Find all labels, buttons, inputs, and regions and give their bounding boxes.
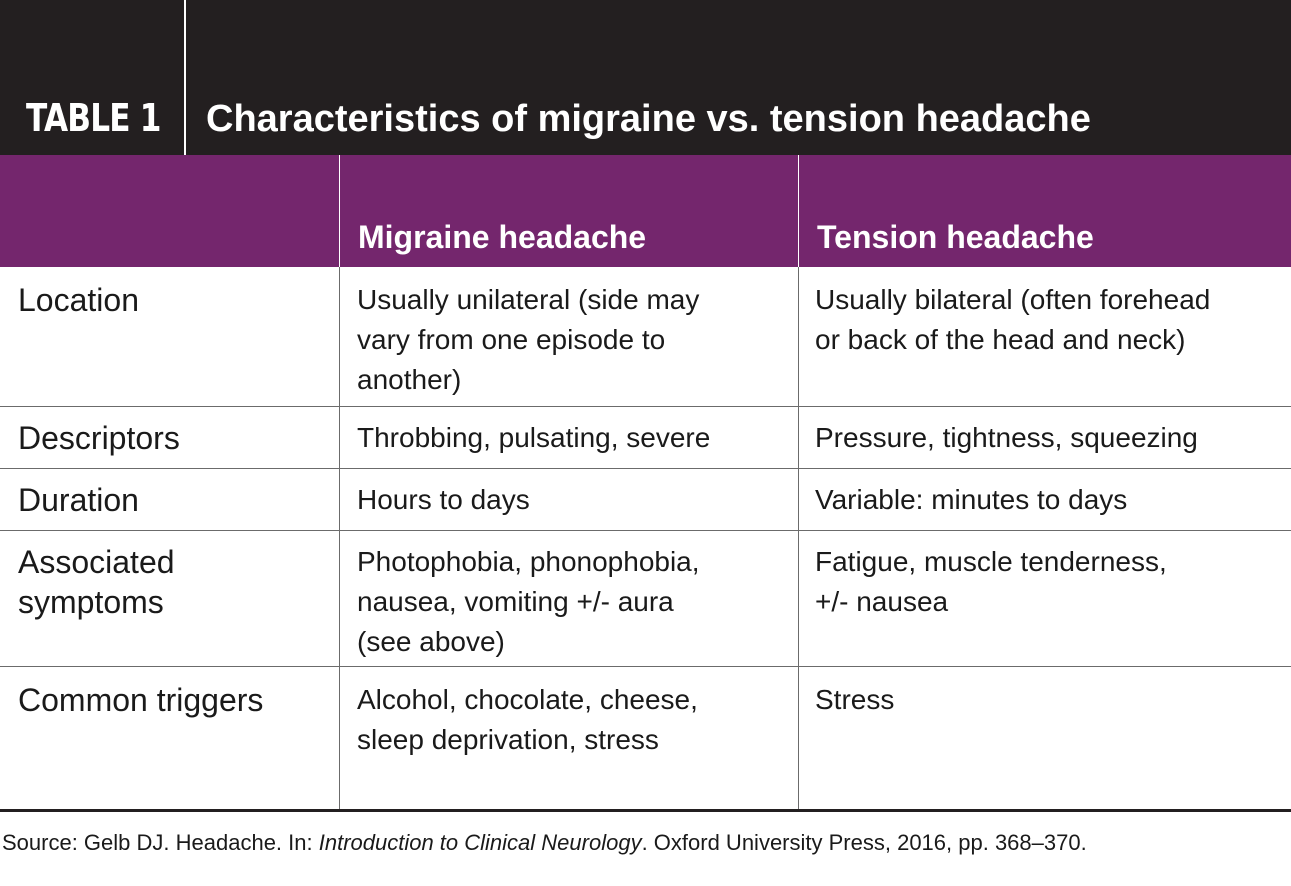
cell-line: or back of the head and neck): [815, 324, 1186, 355]
cell-line: Fatigue, muscle tenderness,: [815, 546, 1167, 577]
header-label-tension: Tension headache: [817, 219, 1094, 255]
cell-descriptors-tension: [815, 418, 1198, 458]
cell-line: +/- nausea: [815, 586, 949, 617]
cell-line: sleep deprivation, stress: [357, 724, 659, 755]
row-label-location: Location: [18, 282, 139, 318]
source-book-title: Introduction to Clinical Neurology: [318, 830, 642, 855]
table-number-label: [0, 0, 186, 155]
cell-line: Stress: [815, 684, 895, 715]
cell-line: Variable: minutes to days: [815, 484, 1128, 515]
cell-triggers-migraine: [357, 680, 698, 760]
cell-line: Usually bilateral (often forehead: [815, 284, 1211, 315]
table-number-text: TABLE 1: [26, 96, 161, 140]
header-label-migraine: Migraine headache: [358, 219, 647, 255]
source-prefix: Source: Gelb DJ. Headache. In:: [2, 830, 319, 855]
source-citation: [2, 828, 1282, 858]
table-header-row: [0, 155, 1291, 267]
cell-location-migraine: [357, 280, 699, 400]
cell-symptoms-tension: [815, 542, 1167, 622]
row-label-common-triggers: Common triggers: [18, 682, 264, 718]
cell-line: Hours to days: [357, 484, 530, 515]
cell-location-tension: [815, 280, 1210, 360]
row-divider: [0, 406, 1291, 407]
header-cell-tension: [798, 155, 1291, 267]
column-divider: [339, 267, 340, 810]
row-label-descriptors: Descriptors: [18, 420, 180, 456]
cell-duration-migraine: [357, 480, 530, 520]
table-title: Characteristics of migraine vs. tension headache: [206, 98, 1091, 140]
cell-descriptors-migraine: [357, 418, 710, 458]
row-divider: [0, 530, 1291, 531]
cell-line: Throbbing, pulsating, severe: [357, 422, 711, 453]
row-divider: [0, 468, 1291, 469]
label-line: Associated: [18, 544, 175, 580]
cell-line: Usually unilateral (side may: [357, 284, 700, 315]
cell-line: Alcohol, chocolate, cheese,: [357, 684, 698, 715]
row-divider: [0, 666, 1291, 667]
cell-line: Pressure, tightness, squeezing: [815, 422, 1198, 453]
cell-line: nausea, vomiting +/- aura: [357, 586, 674, 617]
table-title-bar: [0, 0, 1291, 155]
cell-line: Photophobia, phonophobia,: [357, 546, 700, 577]
cell-triggers-tension: [815, 680, 894, 720]
cell-line: another): [357, 364, 462, 395]
row-label-associated-symptoms: [18, 542, 175, 622]
column-divider: [798, 267, 799, 810]
label-line: symptoms: [18, 584, 164, 620]
cell-line: vary from one episode to: [357, 324, 666, 355]
header-cell-migraine: [339, 155, 798, 267]
cell-symptoms-migraine: [357, 542, 700, 662]
table-bottom-rule: [0, 809, 1291, 812]
row-label-duration: Duration: [18, 482, 139, 518]
header-cell-empty: [0, 155, 339, 267]
source-suffix: . Oxford University Press, 2016, pp. 368–370.: [641, 830, 1087, 855]
cell-line: (see above): [357, 626, 505, 657]
cell-duration-tension: [815, 480, 1127, 520]
